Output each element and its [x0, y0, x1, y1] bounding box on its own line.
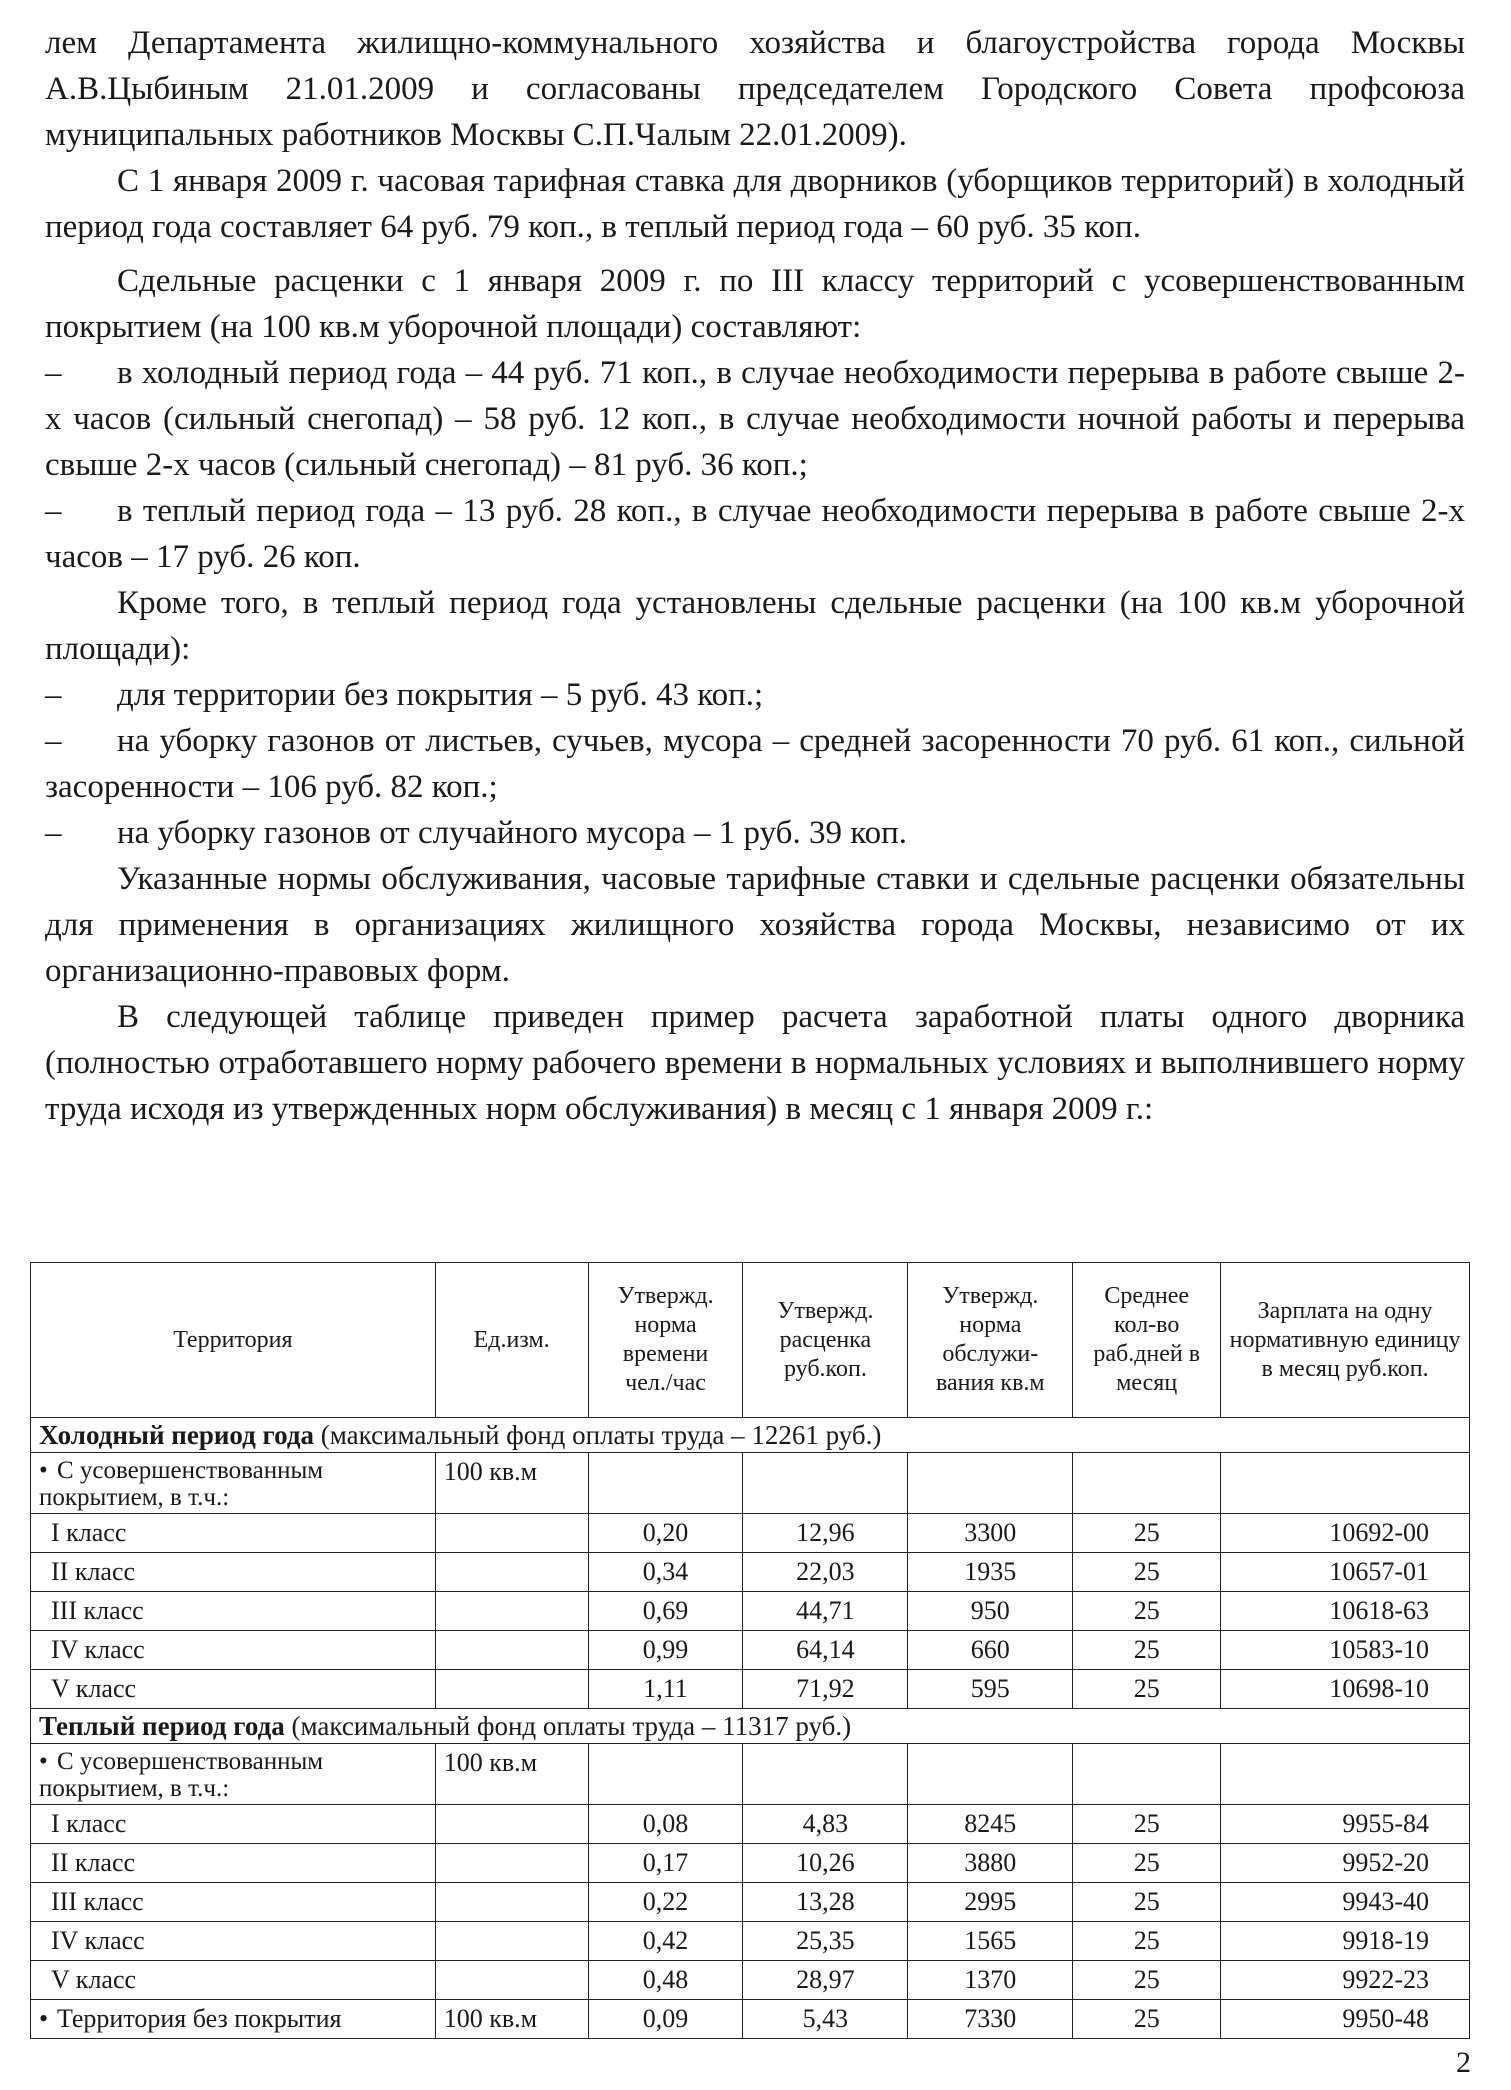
time-norm: 0,08	[588, 1805, 743, 1844]
class-name: V класс	[31, 1670, 436, 1709]
table-row	[31, 1844, 1470, 1883]
pay: 10583-10	[1221, 1631, 1470, 1670]
days: 25	[1073, 1514, 1221, 1553]
empty-cell	[908, 1744, 1073, 1805]
class-name: III класс	[31, 1592, 436, 1631]
bullet-icon: •	[39, 1457, 48, 1484]
dash-item-4: – на уборку газонов от листьев, сучьев, мусора – средней засоренности 70 руб. 61 коп., сильной засоренности – 106 руб. 82 коп.;	[45, 723, 1465, 805]
page-number: 2	[1456, 2046, 1471, 2079]
table-row	[31, 1670, 1470, 1709]
days: 25	[1073, 1883, 1221, 1922]
service-norm: 1370	[908, 1961, 1073, 2000]
rate: 12,96	[743, 1514, 908, 1553]
unit: 100 кв.м	[435, 2000, 588, 2039]
class-name: IV класс	[31, 1922, 436, 1961]
dash-item-1: – в холодный период года – 44 руб. 71 коп., в случае необходимости перерыва в работе свыше 2-х часов (сильный снегопад) – 58 руб. 12 коп., в случае необходимости ночной работы и перерыва свыше 2-х часов (сильный снегопад) – 81 руб. 36 коп.;	[45, 355, 1465, 483]
unit	[435, 1805, 588, 1844]
unit	[435, 1961, 588, 2000]
group-label: • С усовершенствованным покрытием, в т.ч.:	[31, 1453, 436, 1514]
days: 25	[1073, 1922, 1221, 1961]
unit	[435, 1844, 588, 1883]
unit: 100 кв.м	[435, 1744, 588, 1805]
rate: 25,35	[743, 1922, 908, 1961]
rate: 4,83	[743, 1805, 908, 1844]
table-row	[31, 1514, 1470, 1553]
class-name: II класс	[31, 1844, 436, 1883]
paragraph-1: лем Департамента жилищно-коммунального хозяйства и благоустройства города Москвы А.В.Цыбиным 21.01.2009 и согласованы председателем Городского Совета профсоюза муниципальных работников Москвы С.П.Чалым 22.01.2009).	[45, 25, 1465, 153]
document-body	[45, 20, 1465, 1132]
table-row	[31, 1805, 1470, 1844]
service-norm: 660	[908, 1631, 1073, 1670]
rate: 71,92	[743, 1670, 908, 1709]
cold-rows	[31, 1453, 1470, 1709]
pay: 9943-40	[1221, 1883, 1470, 1922]
days: 25	[1073, 1670, 1221, 1709]
bullet-icon: •	[39, 1748, 48, 1775]
section-warm: Теплый период года (максимальный фонд оплаты труда – 11317 руб.)	[31, 1709, 1470, 1744]
class-name: II класс	[31, 1553, 436, 1592]
table-row	[31, 1592, 1470, 1631]
days: 25	[1073, 1553, 1221, 1592]
table-row	[31, 1631, 1470, 1670]
empty-cell	[1221, 1744, 1470, 1805]
time-norm: 0,17	[588, 1844, 743, 1883]
table-row	[31, 1453, 1470, 1514]
time-norm: 0,99	[588, 1631, 743, 1670]
time-norm: 0,22	[588, 1883, 743, 1922]
paragraph-6: В следующей таблице приведен пример расчета заработной платы одного дворника (полностью отработавшего норму рабочего времени в нормальных условиях и выполнившего норму труда исходя из утвержденных норм обслуживания) в месяц с 1 января 2009 г.:	[45, 999, 1465, 1127]
pay: 10698-10	[1221, 1670, 1470, 1709]
days: 25	[1073, 2000, 1221, 2039]
time-norm: 0,69	[588, 1592, 743, 1631]
table-row	[31, 2000, 1470, 2039]
pay: 9950-48	[1221, 2000, 1470, 2039]
rate: 28,97	[743, 1961, 908, 2000]
days: 25	[1073, 1961, 1221, 2000]
table-row	[31, 1961, 1470, 2000]
table-row	[31, 1553, 1470, 1592]
pay: 10692-00	[1221, 1514, 1470, 1553]
paragraph-3: Сдельные расценки с 1 января 2009 г. по III классу территорий с усовершенствованным покрытием (на 100 кв.м уборочной площади) составляют:	[45, 263, 1465, 345]
pay: 9918-19	[1221, 1922, 1470, 1961]
unit	[435, 1514, 588, 1553]
rate: 64,14	[743, 1631, 908, 1670]
time-norm: 0,42	[588, 1922, 743, 1961]
time-norm: 0,09	[588, 2000, 743, 2039]
warm-rows	[31, 1744, 1470, 2039]
pay: 9922-23	[1221, 1961, 1470, 2000]
days: 25	[1073, 1631, 1221, 1670]
table-row	[31, 1883, 1470, 1922]
service-norm: 1565	[908, 1922, 1073, 1961]
empty-cell	[588, 1744, 743, 1805]
class-name: III класс	[31, 1883, 436, 1922]
rate: 44,71	[743, 1592, 908, 1631]
unit	[435, 1592, 588, 1631]
dash-item-5: – на уборку газонов от случайного мусора – 1 руб. 39 коп.	[45, 815, 907, 851]
empty-cell	[588, 1453, 743, 1514]
pay: 10618-63	[1221, 1592, 1470, 1631]
table-row	[31, 1922, 1470, 1961]
group-label: • С усовершенствованным покрытием, в т.ч.:	[31, 1744, 436, 1805]
paragraph-4: Кроме того, в теплый период года установлены сдельные расценки (на 100 кв.м уборочной площади):	[45, 585, 1465, 667]
header-pay: Зарплата на одну нормативную единицу в месяц руб.коп.	[1221, 1263, 1470, 1418]
header-days: Среднее кол-во раб.дней в месяц	[1073, 1263, 1221, 1418]
service-norm: 950	[908, 1592, 1073, 1631]
bullet-icon: •	[39, 2004, 49, 2033]
service-norm: 2995	[908, 1883, 1073, 1922]
table-row	[31, 1744, 1470, 1805]
rate: 10,26	[743, 1844, 908, 1883]
empty-cell	[1073, 1744, 1221, 1805]
dash-item-2: – в теплый период года – 13 руб. 28 коп., в случае необходимости перерыва в работе свыше 2-х часов – 17 руб. 26 коп.	[45, 493, 1465, 575]
unit: 100 кв.м	[435, 1453, 588, 1514]
service-norm: 8245	[908, 1805, 1073, 1844]
dash-item-3: – для территории без покрытия – 5 руб. 43 коп.;	[45, 677, 764, 713]
unit	[435, 1922, 588, 1961]
service-norm: 3300	[908, 1514, 1073, 1553]
rate: 22,03	[743, 1553, 908, 1592]
days: 25	[1073, 1592, 1221, 1631]
service-norm: 7330	[908, 2000, 1073, 2039]
class-name: IV класс	[31, 1631, 436, 1670]
class-name: • Территория без покрытия	[31, 2000, 436, 2039]
time-norm: 1,11	[588, 1670, 743, 1709]
service-norm: 1935	[908, 1553, 1073, 1592]
class-name: V класс	[31, 1961, 436, 2000]
empty-cell	[743, 1744, 908, 1805]
rate: 5,43	[743, 2000, 908, 2039]
unit	[435, 1631, 588, 1670]
unit	[435, 1553, 588, 1592]
days: 25	[1073, 1805, 1221, 1844]
time-norm: 0,34	[588, 1553, 743, 1592]
paragraph-2: С 1 января 2009 г. часовая тарифная ставка для дворников (уборщиков территорий) в холодный период года составляет 64 руб. 79 коп., в теплый период года – 60 руб. 35 коп.	[45, 163, 1465, 245]
empty-cell	[1073, 1453, 1221, 1514]
paragraph-5: Указанные нормы обслуживания, часовые тарифные ставки и сдельные расценки обязательны для применения в организациях жилищного хозяйства города Москвы, независимо от их организационно-правовых форм.	[45, 861, 1465, 989]
service-norm: 3880	[908, 1844, 1073, 1883]
unit	[435, 1670, 588, 1709]
header-rate: Утвержд. расценка руб.коп.	[743, 1263, 908, 1418]
rate: 13,28	[743, 1883, 908, 1922]
header-time-norm: Утвержд. норма времени чел./час	[588, 1263, 743, 1418]
empty-cell	[743, 1453, 908, 1514]
class-name: I класс	[31, 1805, 436, 1844]
header-territory: Территория	[31, 1263, 436, 1418]
salary-table	[30, 1262, 1470, 2039]
days: 25	[1073, 1844, 1221, 1883]
unit	[435, 1883, 588, 1922]
header-unit: Ед.изм.	[435, 1263, 588, 1418]
empty-cell	[1221, 1453, 1470, 1514]
pay: 10657-01	[1221, 1553, 1470, 1592]
table-header-row	[31, 1263, 1470, 1418]
time-norm: 0,20	[588, 1514, 743, 1553]
pay: 9952-20	[1221, 1844, 1470, 1883]
service-norm: 595	[908, 1670, 1073, 1709]
time-norm: 0,48	[588, 1961, 743, 2000]
pay: 9955-84	[1221, 1805, 1470, 1844]
header-service-norm: Утвержд. норма обслужи-вания кв.м	[908, 1263, 1073, 1418]
class-name: I класс	[31, 1514, 436, 1553]
section-cold: Холодный период года (максимальный фонд оплаты труда – 12261 руб.)	[31, 1418, 1470, 1453]
empty-cell	[908, 1453, 1073, 1514]
